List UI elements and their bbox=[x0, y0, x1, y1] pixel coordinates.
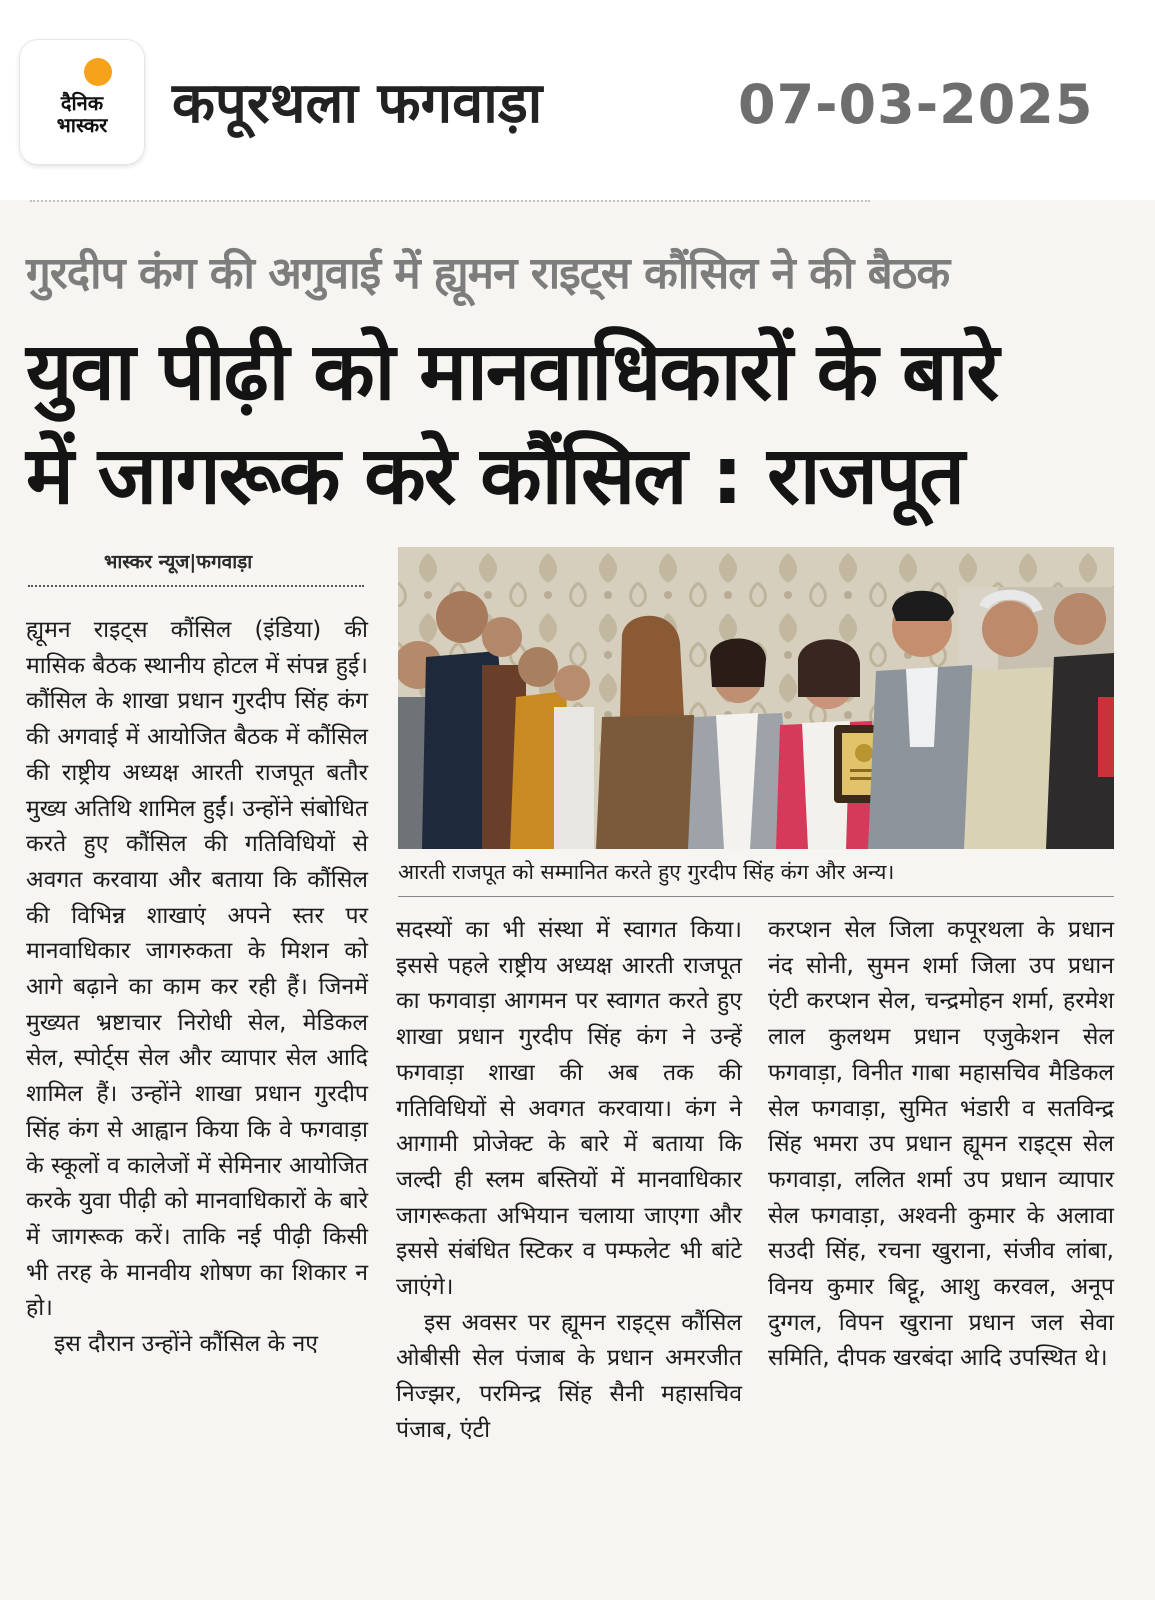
photo-caption: आरती राजपूत को सम्मानित करते हुए गुरदीप सिंह कंग और अन्य। bbox=[398, 860, 895, 884]
edition-date: 07-03-2025 bbox=[738, 73, 1094, 136]
logo-line2: भास्कर bbox=[56, 113, 108, 137]
article-column-3 bbox=[768, 913, 1114, 1377]
article-headline bbox=[26, 320, 1136, 528]
sun-icon bbox=[84, 58, 112, 86]
paragraph: इस अवसर पर ह्यूमन राइट्स कौंसिल ओबीसी सेल पंजाब के प्रधान अमरजीत निज्झर, परमिन्द्र सिंह सैनी महासचिव पंजाब, एंटी bbox=[396, 1309, 742, 1443]
headline-line-2: में जागरूक करे कौंसिल : राजपूत bbox=[26, 429, 964, 522]
paragraph: ह्यूमन राइट्स कौंसिल (इंडिया) की मासिक बैठक स्थानीय होटल में संपन्न हुई। कौंसिल के शाखा प्रधान गुरदीप सिंह कंग की अगवाई में आयोजित बैठक में कौंसिल की राष्ट्रीय अध्यक्ष आरती राजपूत बतौर मुख्य अतिथि शामिल हुईं। उन्होंने संबोधित करते हुए कौंसिल की गतिविधियों से अवगत करवाया और बताया कि कौंसिल की विभिन्न शाखाएं अपने स्तर पर मानवाधिकार जागरुकता के मिशन को आगे बढ़ाने का काम कर रही हैं। जिनमें मुख्यत भ्रष्टाचार निरोधी सेल, मेडिकल सेल, स्पोर्ट्स सेल और व्यापार सेल आदि शामिल हैं। उन्होंने शाखा प्रधान गुरदीप सिंह कंग से आह्वान किया कि वे फगवाड़ा के स्कूलों व कालेजों में सेमिनार आयोजित करके युवा पीढ़ी को मानवाधिकारों के बारे में जागरूक करें। ताकि नई पीढ़ी किसी भी तरह के मानवीय शोषण का शिकार न हो। bbox=[26, 617, 368, 1322]
article-byline: भास्कर न्यूज|फगवाड़ा bbox=[104, 551, 253, 573]
paragraph: सदस्यों का भी संस्था में स्वागत किया। इससे पहले राष्ट्रीय अध्यक्ष आरती राजपूत का फगवाड़ा आगमन पर स्वागत करते हुए शाखा प्रधान गुरदीप सिंह कंग ने उन्हें फगवाड़ा शाखा की अब तक की गतिविधियों से अवगत करवाया। कंग ने आगामी प्रोजेक्ट के बारे में बताया कि जल्दी ही स्लम बस्तियों में मानवाधिकार जागरूकता अभियान चलाया जाएगा और इससे संबंधित स्टिकर व पम्फलेट भी बांटे जाएंगे। bbox=[396, 917, 742, 1301]
headline-line-1: युवा पीढ़ी को मानवाधिकारों के बारे bbox=[26, 325, 998, 418]
top-rule bbox=[30, 200, 870, 208]
caption-divider bbox=[398, 896, 1114, 897]
article-column-1 bbox=[26, 613, 368, 1363]
logo-wordmark bbox=[20, 92, 144, 136]
article-kicker: गुरदीप कंग की अगुवाई में ह्यूमन राइट्स कौंसिल ने की बैठक bbox=[26, 248, 950, 299]
paragraph: करप्शन सेल जिला कपूरथला के प्रधान नंद सोनी, सुमन शर्मा जिला उप प्रधान एंटी करप्शन सेल, चन्द्रमोहन शर्मा, हरमेश लाल कुलथम प्रधान एजुकेशन सेल फगवाड़ा, विनीत गाबा महासचिव मैडिकल सेल फगवाड़ा, सुमित भंडारी व सतविन्द्र सिंह भमरा उप प्रधान ह्यूमन राइट्स सेल फगवाड़ा, ललित शर्मा उप प्रधान व्यापार सेल फगवाड़ा, अश्वनी कुमार के अलावा सउदी सिंह, रचना खुराना, संजीव लांबा, विनय कुमार बिट्टू, आशु करवल, अनूप दुग्गल, विपन खुराना प्रधान जल सेवा समिति, दीपक खरबंदा आदि उपस्थित थे। bbox=[768, 917, 1114, 1372]
byline-divider bbox=[28, 585, 364, 587]
article-column-2 bbox=[396, 913, 742, 1449]
edition-title: कपूरथला फगवाड़ा bbox=[172, 71, 543, 136]
paragraph: इस दौरान उन्होंने कौंसिल के नए bbox=[54, 1331, 318, 1358]
app-header bbox=[0, 0, 1155, 200]
event-photo bbox=[398, 547, 1114, 849]
dainik-bhaskar-logo[interactable] bbox=[20, 40, 144, 164]
logo-line1: दैनिक bbox=[60, 91, 104, 115]
